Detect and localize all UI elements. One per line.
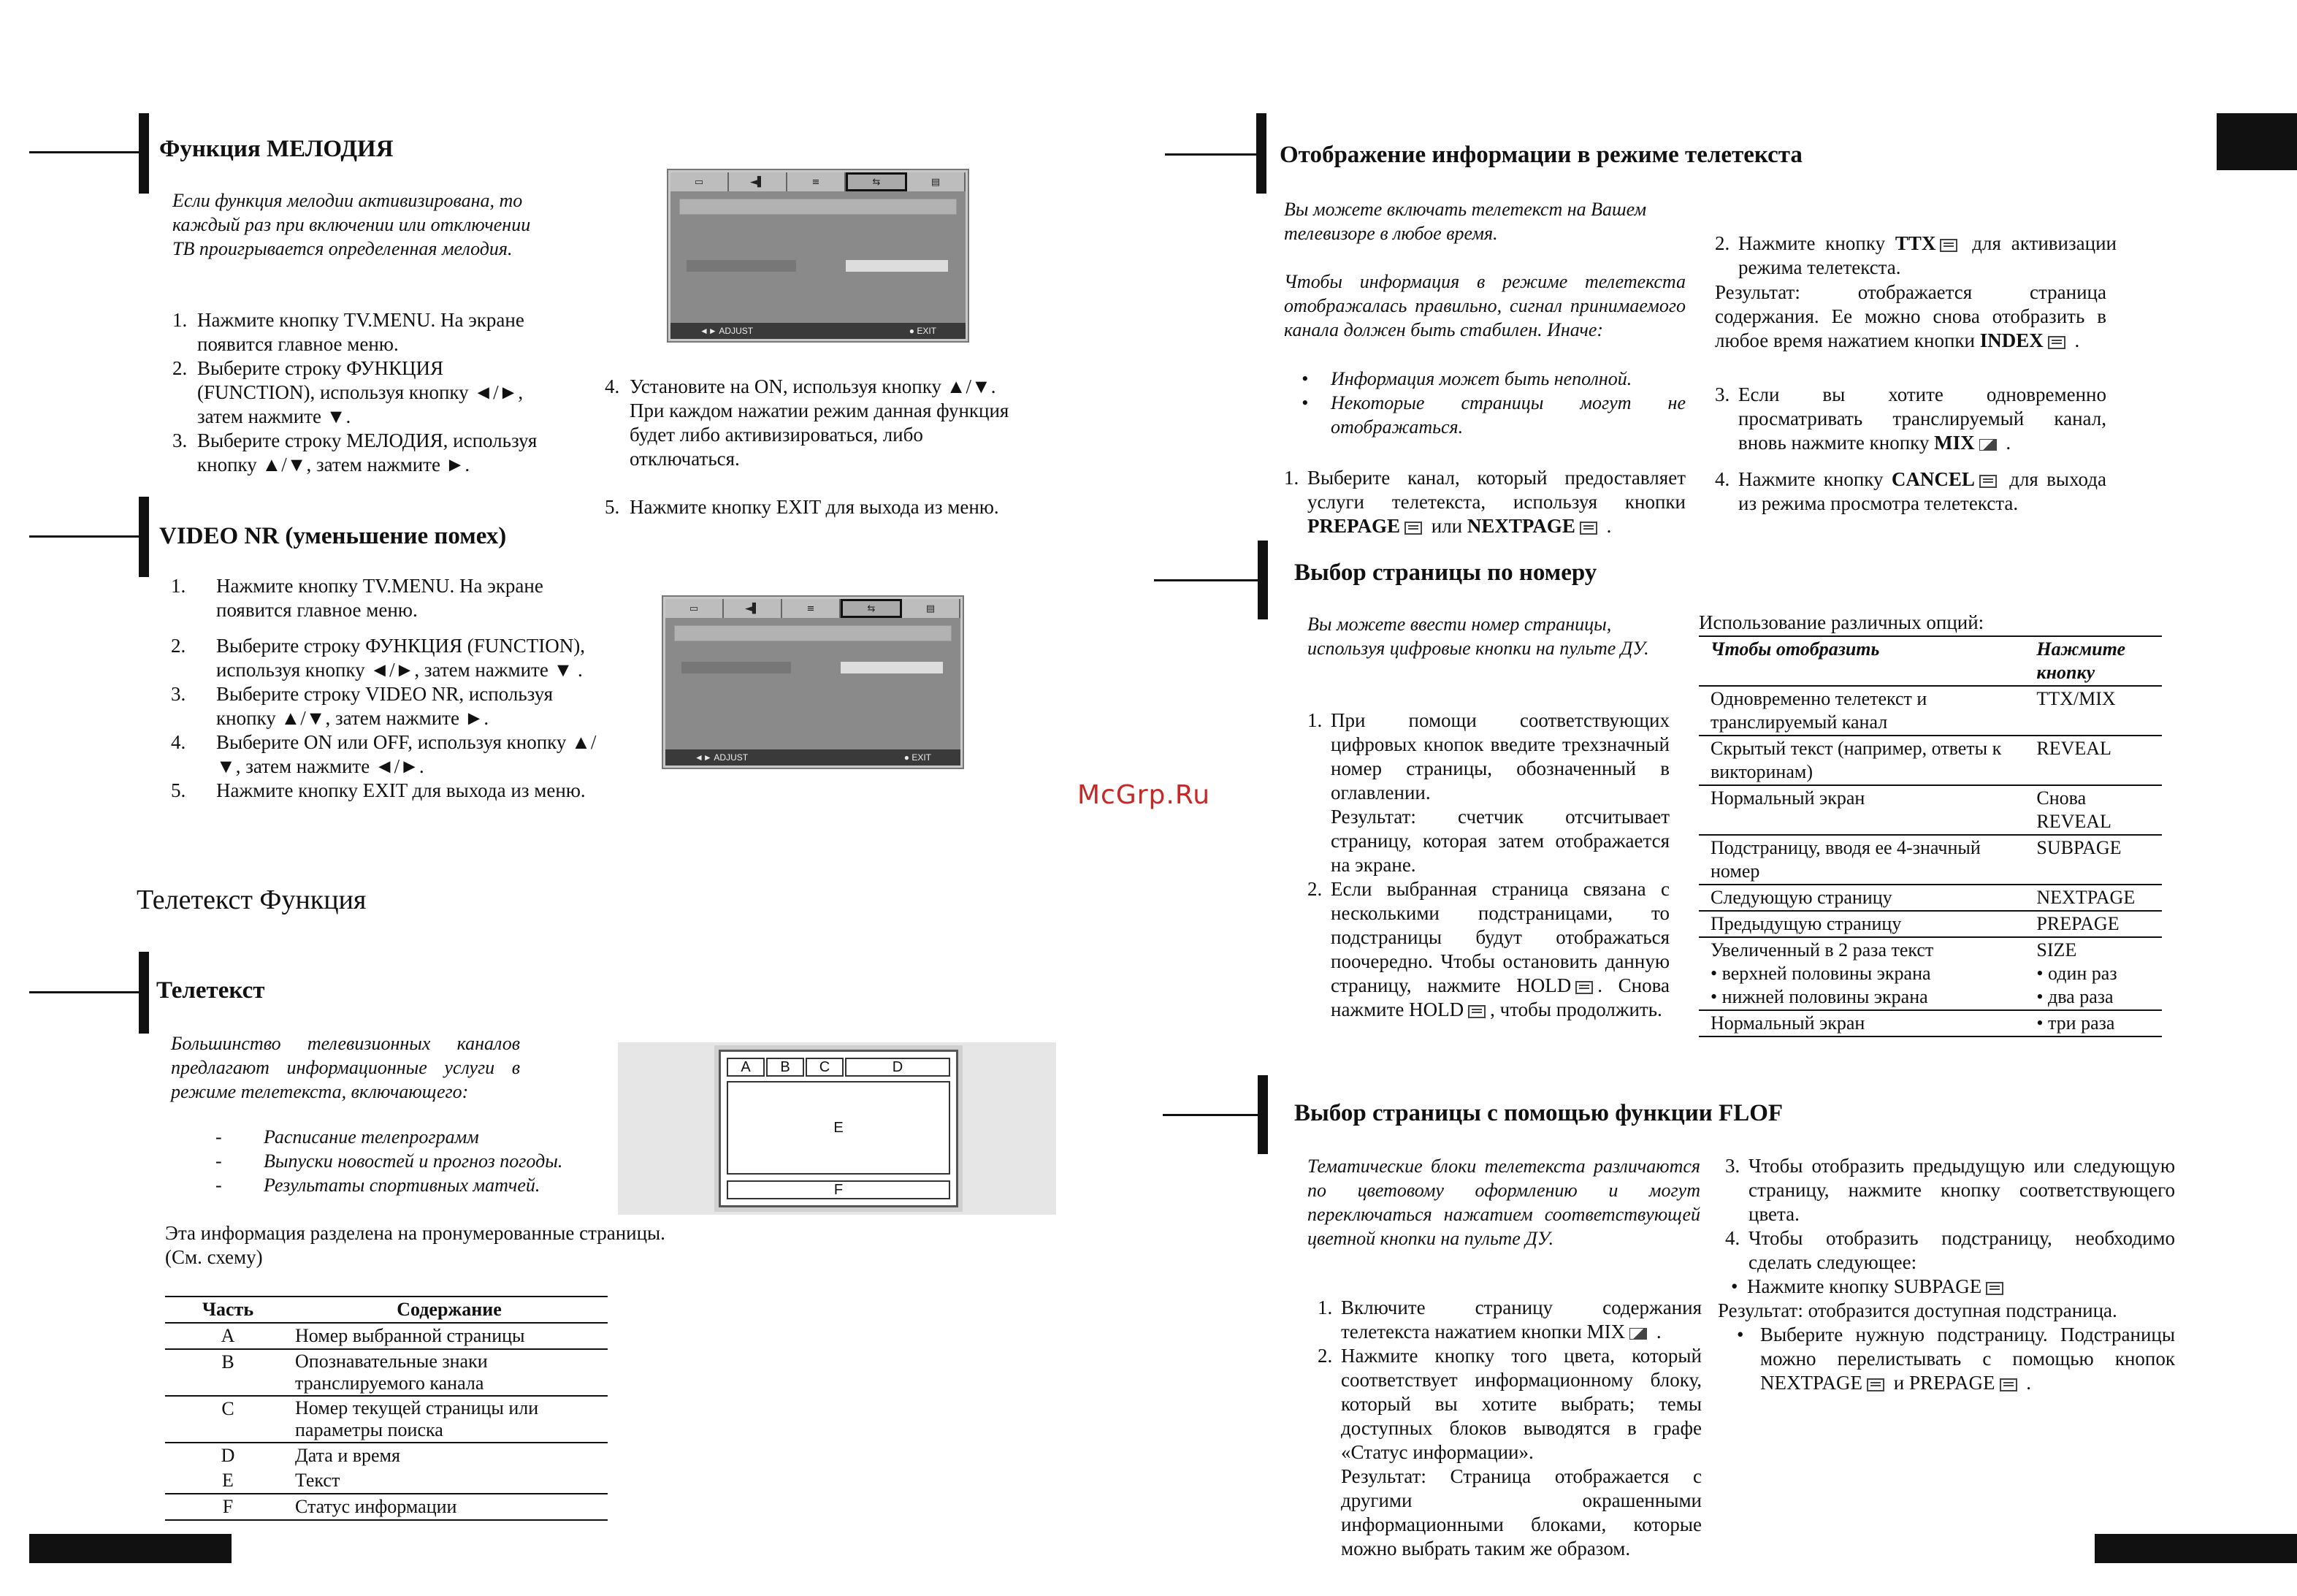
list-item: 1. Нажмите кнопку TV.MENU. На экране появится главное меню. xyxy=(171,575,543,621)
info-step4: 4. Нажмите кнопку CANCEL для выхода из режима просмотра телетекста. xyxy=(1715,468,2106,514)
teletext-diagram xyxy=(618,1042,1056,1215)
table-row: Увеличенный в 2 раза текст • верхней половины экрана • нижней половины экрана SIZE • один раз • два раза xyxy=(1699,937,2162,1010)
mix-button-icon xyxy=(1629,1328,1647,1340)
list-item: 5. Нажмите кнопку EXIT для выхода из меню. xyxy=(605,496,999,518)
tv-tab-sound-icon: ◄▌ xyxy=(729,172,787,191)
options-label: Использование различных опций: xyxy=(1699,611,1984,633)
list-item: 1. Включите страницу содержания телетекста нажатием кнопки MIX . xyxy=(1318,1297,1702,1343)
list-item: - Выпуски новостей и прогноз погоды. xyxy=(215,1150,563,1172)
list-item: • Нажмите кнопку SUBPAGE xyxy=(1725,1275,2175,1299)
tv-tab-setup-icon: ▤ xyxy=(907,172,966,191)
list-item: 4. Чтобы отобразить подстраницу, необходимо сделать следующее: xyxy=(1725,1227,2175,1273)
list-item: - Результаты спортивных матчей. xyxy=(215,1175,540,1196)
list-item: • Некоторые страницы могут не отображаться. xyxy=(1302,392,1686,438)
tv-menu-videonr xyxy=(663,597,963,768)
prepage-button-icon xyxy=(2000,1378,2017,1391)
subpage-button-icon xyxy=(1986,1282,2003,1295)
exit-label: ● EXIT xyxy=(903,752,931,763)
hold-button-icon xyxy=(1575,981,1593,994)
flof-steps-left xyxy=(1318,1296,1702,1561)
rule-teletext xyxy=(29,991,139,993)
tv-menu-melody xyxy=(668,170,968,341)
bar-teletext xyxy=(139,952,149,1034)
table-row: A Номер выбранной страницы xyxy=(165,1323,608,1349)
ttx-button-icon xyxy=(1940,239,1957,252)
list-item: 2. Нажмите кнопку того цвета, который соответствует информационному блоку, который вы хотите выбрать; темы доступных блоков выводятся в графе «Статус информации». Результат: Страница отображается с другими окрашенными информационными блоками, которые можно выбрать таким же образом. xyxy=(1318,1345,1702,1559)
list-item: 1. При помощи соответствующих цифровых кнопок введите трехзначный номер страницы, обозначенный в оглавлении. Результат: счетчик отсчитывает страницу, которая затем отображается на экране. xyxy=(1307,709,1670,876)
info-step1: 1. Выберите канал, который предоставляет услуги телетекста, используя кнопки PREPAGE или NEXTPAGE . xyxy=(1284,467,1686,537)
rule-flof xyxy=(1163,1114,1260,1116)
list-item: 4. Выберите ON или OFF, используя кнопку ▲/▼, затем нажмите ◄/►. xyxy=(171,731,597,777)
table-row: Скрытый текст (например, ответы к викторинам) REVEAL xyxy=(1699,736,2162,785)
tv-menu-item xyxy=(687,260,796,272)
mix-button-icon xyxy=(1979,439,1997,451)
bynumber-intro: Вы можете ввести номер страницы, используя цифровые кнопки на пульте ДУ. xyxy=(1307,614,1649,659)
bar-flof xyxy=(1258,1075,1268,1154)
nextpage-button-icon xyxy=(1580,522,1597,535)
list-item: 3. Выберите строку VIDEO NR, используя кнопку ▲/▼, затем нажмите ►. xyxy=(171,683,553,729)
flof-title: Выбор страницы с помощью функции FLOF xyxy=(1294,1100,1784,1126)
list-item: • Выберите нужную подстраницу. Подстраницы можно перелистывать с помощью кнопок NEXTPAGE и PREPAGE . xyxy=(1737,1324,2175,1394)
footer-block-left xyxy=(29,1534,232,1563)
teletext-bullets xyxy=(215,1125,624,1197)
cell-a: A xyxy=(727,1058,765,1077)
melody-title: Функция МЕЛОДИЯ xyxy=(159,136,394,162)
table-row: D Дата и время xyxy=(221,1445,400,1466)
list-item: • Информация может быть неполной. xyxy=(1302,368,1632,389)
melody-steps-right xyxy=(605,351,1028,543)
prepage-button-icon xyxy=(1404,522,1422,535)
info-title: Отображение информации в режиме телетекста xyxy=(1280,142,1803,168)
table-row: C Номер текущей страницы или параметры поиска xyxy=(165,1396,608,1443)
table-row: F Статус информации xyxy=(165,1494,608,1520)
cell-d: D xyxy=(845,1058,950,1077)
flof-intro: Тематические блоки телетекста различаются по цветовому оформлению и могут переключаться нажатием соответствующей цветной кнопки на пульте ДУ. xyxy=(1307,1156,1700,1249)
info-step2: 2. Нажмите кнопку TTX для активизации режима телетекста. xyxy=(1715,232,2117,278)
tv-tab-channel-icon: ≡ xyxy=(782,599,841,618)
list-item: 3. Чтобы отобразить предыдущую или следующую страницу, нажмите кнопку соответствующего цвета. xyxy=(1725,1155,2175,1225)
teletext-parts-table xyxy=(165,1296,608,1521)
info-intro1: Вы можете включать телетекст на Вашем телевизоре в любое время. xyxy=(1284,199,1647,244)
bynumber-steps xyxy=(1307,709,1670,1022)
info-result2: Результат: отображается страница содержания. Ее можно снова отобразить в любое время нажатием кнопки INDEX . xyxy=(1715,281,2106,351)
tv-tab-function-icon: ⇆ xyxy=(846,172,907,191)
teletext-intro: Большинство телевизионных каналов предлагают информационные услуги в режиме телетекста, включающего: xyxy=(171,1033,520,1102)
table-row: Предыдущую страницу PREPAGE xyxy=(1699,911,2162,937)
rule-info xyxy=(1165,153,1256,156)
nextpage-button-icon xyxy=(1867,1378,1884,1391)
list-item: 4. Установите на ON, используя кнопку ▲/▼. При каждом нажатии режим данная функция будет либо активизироваться, либо отключаться. xyxy=(605,375,1009,470)
cell-b: B xyxy=(766,1058,804,1077)
tv-tab-sound-icon: ◄▌ xyxy=(724,599,782,618)
melody-steps xyxy=(172,308,552,477)
options-table xyxy=(1699,635,2162,1037)
table-row: Следующую страницу NEXTPAGE xyxy=(1699,885,2162,911)
tv-menu-value xyxy=(841,662,943,673)
tv-menu-bar xyxy=(679,199,957,215)
tv-menu-value xyxy=(846,260,948,272)
teletext-func-title: Телетекст Функция xyxy=(137,885,367,915)
bar-videonr xyxy=(139,497,149,577)
list-item: 2. Если выбранная страница связана с несколькими подстраницами, то подстраницы будут отображаться поочередно. Чтобы остановить данную страницу, нажмите HOLD . Снова нажмите HOLD , чтобы продолжить. xyxy=(1307,878,1670,1020)
tv-menu-bar xyxy=(674,625,952,641)
list-item: 2. Выберите строку ФУНКЦИЯ (FUNCTION), используя кнопку ◄/►, затем нажмите ▼. xyxy=(172,357,524,427)
list-item: 1. Нажмите кнопку TV.MENU. На экране появится главное меню. xyxy=(172,309,524,355)
tv-menu-item xyxy=(681,662,791,673)
table-row: E Текст xyxy=(165,1468,608,1494)
index-button-icon xyxy=(2048,336,2065,349)
footer-block-right xyxy=(2095,1534,2297,1563)
tv-tab-picture-icon: ▭ xyxy=(665,599,724,618)
info-bullets xyxy=(1302,367,1686,439)
watermark: McGrp.Ru xyxy=(1077,780,1211,810)
list-item: 5. Нажмите кнопку EXIT для выхода из меню. xyxy=(171,779,586,801)
tv-tab-picture-icon: ▭ xyxy=(670,172,729,191)
table-row: Чтобы отобразить Нажмите кнопку xyxy=(1699,636,2162,686)
bynumber-title: Выбор страницы по номеру xyxy=(1294,560,1597,586)
table-row: Подстраницу, вводя ее 4-значный номер SUBPAGE xyxy=(1699,835,2162,885)
teletext-para: Эта информация разделена на пронумерованные страницы. (См. схему) xyxy=(165,1222,665,1268)
table-row: Одновременно телетекст и транслируемый канал TTX/MIX xyxy=(1699,686,2162,736)
melody-intro: Если функция мелодии активизирована, то каждый раз при включении или отключении ТВ проигрывается определенная мелодия. xyxy=(172,190,531,259)
teletext-screen xyxy=(719,1050,958,1207)
header-block-right xyxy=(2217,113,2297,170)
bar-info xyxy=(1256,113,1266,194)
tv-tab-setup-icon: ▤ xyxy=(902,599,960,618)
adjust-label: ◄► ADJUST xyxy=(700,326,754,336)
flof-result: Результат: отобразится доступная подстраница. xyxy=(1718,1299,2117,1321)
tv-tab-channel-icon: ≡ xyxy=(787,172,846,191)
flof-steps-right xyxy=(1718,1154,2175,1395)
list-item: - Расписание телепрограмм xyxy=(215,1126,479,1148)
videonr-title: VIDEO NR (уменьшение помех) xyxy=(159,523,507,549)
rule-bynumber xyxy=(1154,579,1260,581)
table-row: B Опознавательные знаки транслируемого канала xyxy=(165,1349,608,1396)
hold-button-icon xyxy=(1468,1005,1486,1018)
list-item: 2. Выберите строку ФУНКЦИЯ (FUNCTION), используя кнопку ◄/►, затем нажмите ▼ . xyxy=(171,635,585,681)
table-row: Нормальный экран • три раза xyxy=(1699,1010,2162,1036)
teletext-title: Телетекст xyxy=(156,977,265,1004)
table-row: Часть Содержание xyxy=(165,1297,608,1323)
rule-videonr xyxy=(29,535,139,538)
cell-c: C xyxy=(806,1058,844,1077)
cell-e: E xyxy=(727,1081,950,1175)
bar-bynumber xyxy=(1258,541,1268,619)
bar-melody xyxy=(139,113,149,194)
exit-label: ● EXIT xyxy=(909,326,936,336)
tv-tab-function-icon: ⇆ xyxy=(841,599,902,618)
cell-f: F xyxy=(727,1180,950,1199)
videonr-steps xyxy=(171,574,616,803)
list-item: 3. Выберите строку МЕЛОДИЯ, используя кнопку ▲/▼, затем нажмите ►. xyxy=(172,429,538,476)
info-step3: 3. Если вы хотите одновременно просматривать транслируемый канал, вновь нажмите кнопку MIX . xyxy=(1715,383,2106,454)
rule-melody xyxy=(29,151,139,153)
cancel-button-icon xyxy=(1979,475,1997,488)
table-row: Нормальный экран Снова REVEAL xyxy=(1699,785,2162,835)
info-intro2: Чтобы информация в режиме телетекста отображалась правильно, сигнал принимаемого канала должен быть стабилен. Иначе: xyxy=(1284,271,1686,340)
adjust-label: ◄► ADJUST xyxy=(695,752,749,763)
